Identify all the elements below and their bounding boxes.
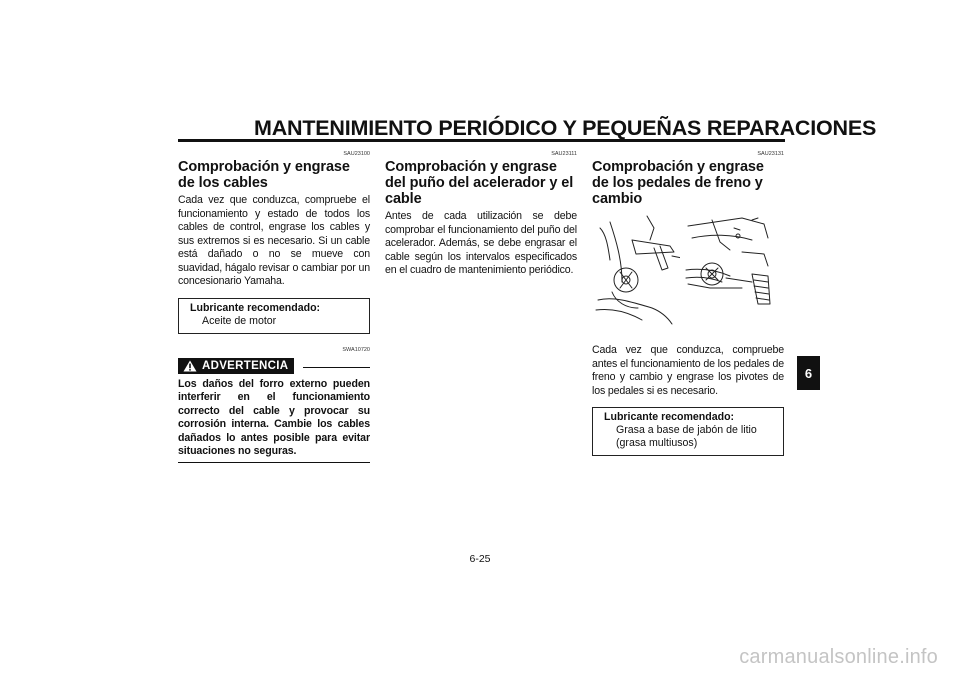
warning-text: Los daños del forro externo pueden interferir en el funcionamiento correcto del cable y provocar su corrosión interna. Cambie los cables dañados lo antes posible para evitar situaciones no seguras. bbox=[178, 377, 370, 457]
section-code: SAU23131 bbox=[757, 151, 784, 157]
section-title: Comprobación y engrase de los cables bbox=[178, 159, 350, 191]
chapter-tab: 6 bbox=[797, 356, 820, 390]
section-pedals bbox=[592, 150, 784, 456]
lubricant-box bbox=[592, 407, 784, 456]
section-body: Cada vez que conduzca, compruebe el funcionamiento y estado de todos los cables de control, engrase los cables y sus extremos si es necesario. Si un cable está dañado o no se mueve con suavidad, hágalo revisar o cambiar por un concesionario Yamaha. bbox=[178, 194, 370, 287]
lubricant-label: Lubricante recomendado: bbox=[604, 411, 735, 423]
brake-pedal-drawing bbox=[596, 216, 682, 324]
section-title: Comprobación y engrase de los pedales de freno y cambio bbox=[592, 159, 764, 207]
header-rule bbox=[178, 139, 785, 142]
warning-end-rule bbox=[178, 462, 370, 463]
section-code: SAU23100 bbox=[343, 151, 370, 157]
watermark: carmanualsonline.info bbox=[739, 646, 938, 668]
section-title: Comprobación y engrase del puño del acelerador y el cable bbox=[385, 159, 574, 207]
lubricant-label: Lubricante recomendado: bbox=[190, 301, 321, 314]
warning-rule bbox=[303, 367, 370, 368]
warning-badge bbox=[178, 358, 294, 374]
lubricant-value: Aceite de motor bbox=[202, 314, 277, 327]
pedals-illustration bbox=[592, 212, 784, 327]
warning-header bbox=[178, 356, 370, 378]
shift-pedal-drawing bbox=[686, 218, 770, 304]
page-number: 6-25 bbox=[469, 553, 491, 565]
section-throttle bbox=[385, 150, 577, 278]
lubricant-box bbox=[178, 298, 370, 334]
section-cables bbox=[178, 150, 370, 463]
section-body: Cada vez que conduzca, compruebe antes el funcionamiento de los pedales de freno y cambio y engrase los pivotes de los pedales si es necesario. bbox=[592, 344, 784, 397]
lubricant-value: Grasa a base de jabón de litio (grasa multiusos) bbox=[616, 424, 757, 449]
warning-code: SWA10720 bbox=[342, 346, 370, 353]
warning-badge-label: ADVERTENCIA bbox=[202, 359, 289, 372]
section-body: Antes de cada utilización se debe comprobar el funcionamiento del puño del acelerador. Además, se debe engrasar el cable según los intervalos especificados en el cuadro de mantenimiento periódico. bbox=[385, 210, 577, 276]
section-code: SAU23111 bbox=[551, 151, 577, 157]
page-header-title: MANTENIMIENTO PERIÓDICO Y PEQUEÑAS REPARACIONES bbox=[254, 116, 877, 140]
warning-triangle-icon bbox=[183, 360, 197, 372]
